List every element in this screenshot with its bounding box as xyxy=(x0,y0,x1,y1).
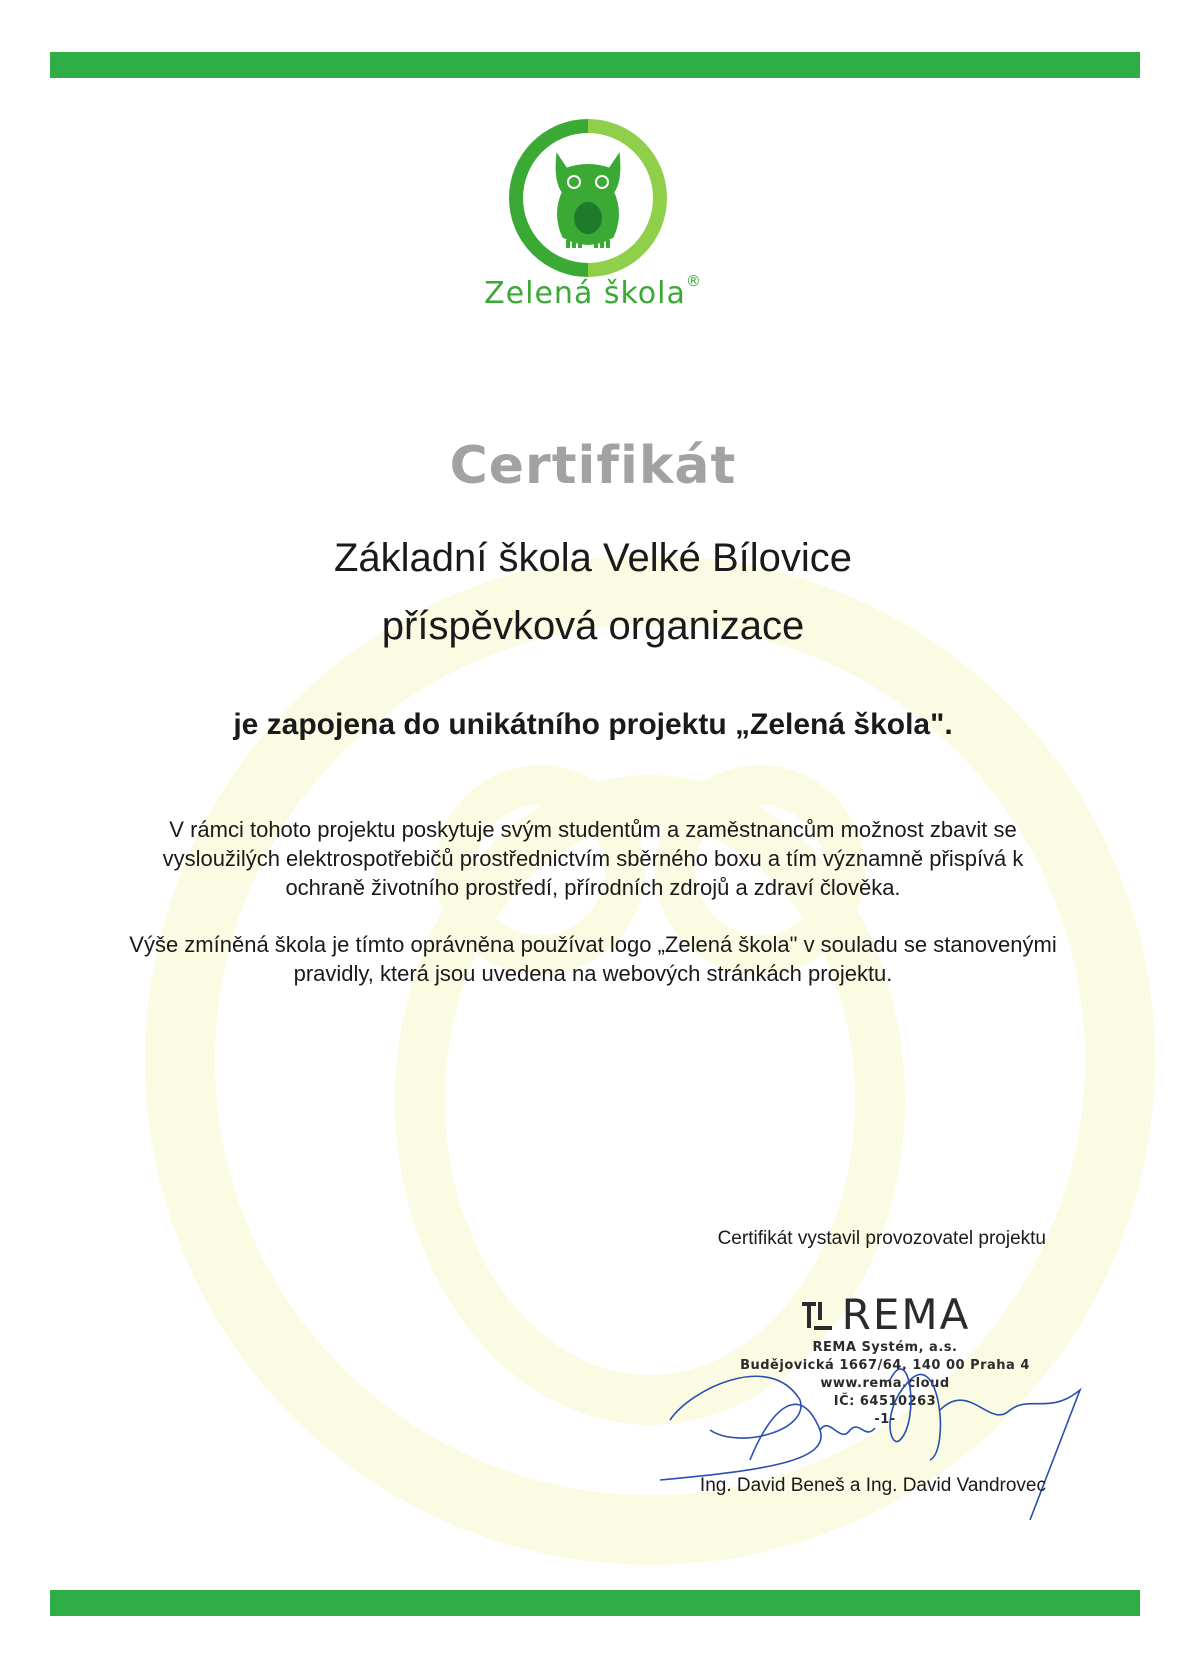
logo-name: Zelená škola xyxy=(484,276,686,311)
logo-text xyxy=(0,272,1186,311)
zelena-skola-owl-icon xyxy=(508,118,668,278)
description-paragraph: V rámci tohoto projektu poskytuje svým studentům a zaměstnancům možnost zbavit se vysloužilých elektrospotřebičů prostřednictvím sběrného boxu a tím významně přispívá k ochraně životního prostředí, přírodních zdrojů a zdraví člověka. xyxy=(162,817,1024,900)
rema-logo-text: REMA xyxy=(841,1290,971,1339)
school-name: Základní škola Velké Bílovice xyxy=(333,536,853,580)
stamp-company: REMA Systém, a.s. xyxy=(812,1340,958,1355)
project-tagline: je zapojena do unikátního projektu „Zelená škola". xyxy=(233,708,953,741)
logo-usage-paragraph: Výše zmíněná škola je tímto oprávněna používat logo „Zelená škola" v souladu se stanovenými pravidly, která jsou uvedena na webových stránkách projektu. xyxy=(129,932,1057,986)
top-green-bar xyxy=(50,52,1140,78)
stamp-number: -1- xyxy=(874,1412,896,1427)
certificate-title: Certifikát xyxy=(449,436,737,496)
registered-mark: ® xyxy=(685,272,702,290)
signers-names: Ing. David Beneš a Ing. David Vandrovec xyxy=(699,1475,1046,1496)
stamp-ic: IČ: 64510263 xyxy=(833,1394,937,1409)
school-type: příspěvková organizace xyxy=(381,604,805,648)
issuer-label: Certifikát vystavil provozovatel projektu xyxy=(717,1228,1046,1249)
bottom-green-bar xyxy=(50,1590,1140,1616)
stamp-address: Budějovická 1667/64, 140 00 Praha 4 xyxy=(740,1358,1030,1373)
stamp-web: www.rema.cloud xyxy=(820,1376,950,1391)
